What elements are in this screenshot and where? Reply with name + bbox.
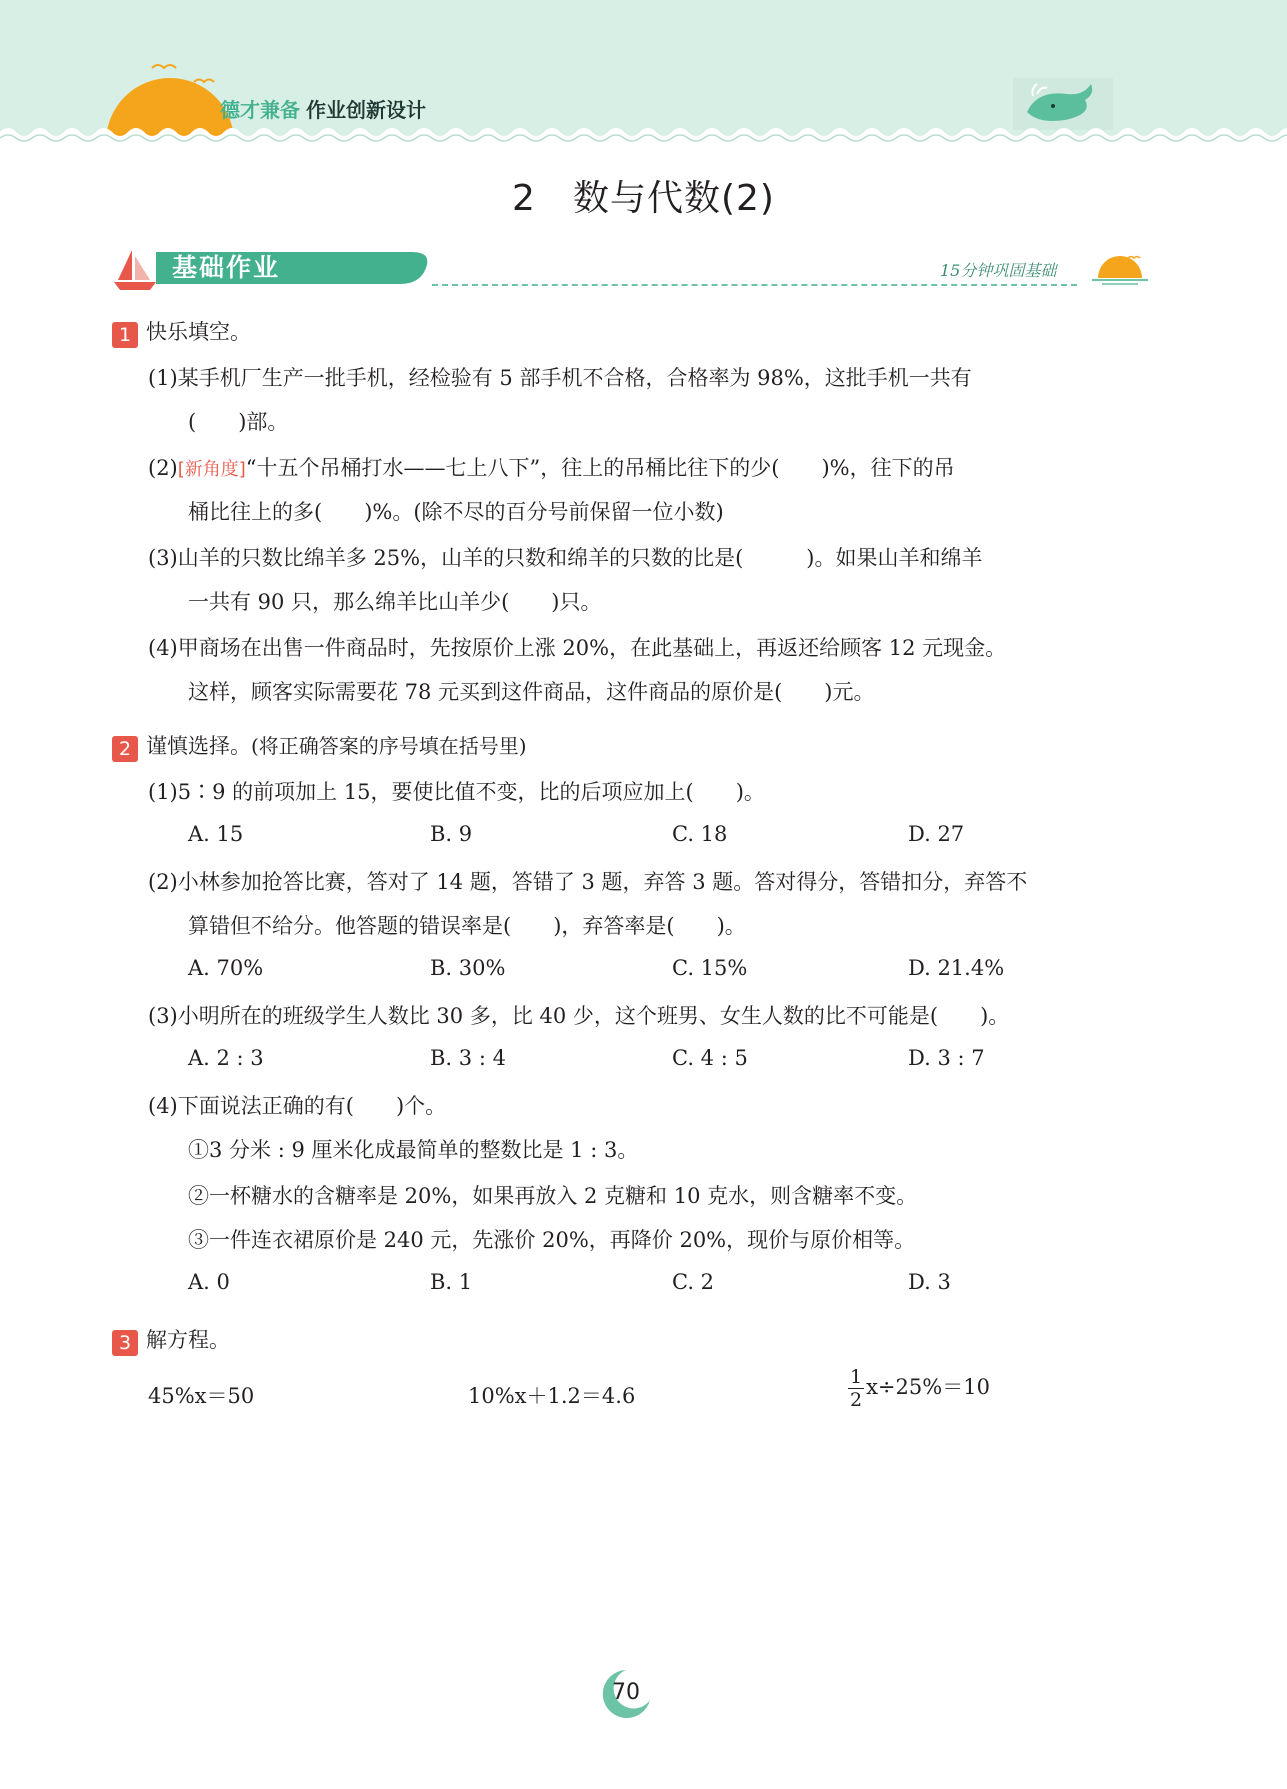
q2-sub-2-line-2: 算错但不给分。他答题的错误率是( )，弃答率是( )。 (188, 914, 746, 938)
q1-item-2-text: “十五个吊桶打水——七上八下”，往上的吊桶比往下的少( )%，往下的吊 (245, 456, 955, 480)
question-3-heading (112, 1324, 230, 1356)
section-label: 基础作业 (172, 253, 281, 282)
q1-item-4-line-2: 这样，顾客实际需要花 78 元买到这件商品，这件商品的原价是( )元。 (188, 680, 875, 704)
q2-sub-4-statement-3: ③一件连衣裙原价是 240 元，先涨价 20%，再降价 20%，现价与原价相等。 (188, 1228, 916, 1252)
q2-sub-2-option-a: A. 70% (188, 956, 264, 980)
q2-sub-1-option-d: D. 27 (908, 822, 965, 846)
q2-sub-4-option-c: C. 2 (672, 1270, 715, 1294)
birds-icon (150, 58, 220, 92)
q1-item-3-line-1: (3)山羊的只数比绵羊多 25%，山羊的只数和绵羊的只数的比是( )。如果山羊和绵羊 (148, 546, 983, 570)
question-1-heading (112, 316, 251, 348)
q2-sub-2-option-c: C. 15% (672, 956, 748, 980)
brand-subtitle: 作业创新设计 (306, 98, 426, 122)
question-2-heading (112, 730, 527, 762)
question-1-title: 快乐填空。 (146, 320, 251, 344)
section-subtitle: 15分钟巩固基础 (940, 261, 1057, 280)
q2-sub-4-option-a: A. 0 (188, 1270, 230, 1294)
q2-sub-3: (3)小明所在的班级学生人数比 30 多，比 40 少，这个班男、女生人数的比不可能是( )。 (148, 1004, 1010, 1028)
question-2-title: 谨慎选择。 (146, 734, 251, 758)
q2-sub-1-option-b: B. 9 (430, 822, 473, 846)
section-divider (432, 284, 1077, 286)
new-angle-tag: [新角度] (177, 459, 246, 480)
q2-sub-3-option-a: A. 2 : 3 (188, 1046, 264, 1070)
question-number-badge: 3 (112, 1330, 138, 1356)
q1-item-3-line-2: 一共有 90 只，那么绵羊比山羊少( )只。 (188, 590, 602, 614)
q2-sub-3-option-b: B. 3 : 4 (430, 1046, 506, 1070)
sunset-icon (1092, 252, 1148, 288)
equation-3 (848, 1366, 990, 1411)
q1-item-4-line-1: (4)甲商场在出售一件商品时，先按原价上涨 20%，在此基础上，再返还给顾客 12 元现金。 (148, 636, 1007, 660)
question-number-badge: 1 (112, 322, 138, 348)
page-number-badge (596, 1664, 656, 1724)
fraction-numerator: 1 (850, 1366, 863, 1388)
q2-sub-4-statement-2: ②一杯糖水的含糖率是 20%，如果再放入 2 克糖和 10 克水，则含糖率不变。 (188, 1184, 918, 1208)
q2-sub-1: (1)5∶9 的前项加上 15，要使比值不变，比的后项应加上( )。 (148, 780, 765, 804)
page-title: 2 数与代数(2) (512, 178, 775, 219)
sailboat-icon (112, 246, 158, 292)
page-number: 70 (612, 1680, 640, 1705)
question-number-badge: 2 (112, 736, 138, 762)
q2-sub-3-option-d: D. 3 : 7 (908, 1046, 985, 1070)
q2-sub-4: (4)下面说法正确的有( )个。 (148, 1094, 447, 1118)
question-3-title: 解方程。 (146, 1328, 230, 1352)
q2-sub-1-option-a: A. 15 (188, 822, 244, 846)
q1-item-2-prefix: (2) (148, 456, 178, 480)
section-banner (112, 246, 1148, 292)
equation-3-rest: x÷25%＝10 (866, 1375, 990, 1399)
q1-item-2-line-2: 桶比往上的多( )%。(除不尽的百分号前保留一位小数) (188, 500, 724, 524)
brand-name: 德才兼备 (220, 98, 300, 122)
q2-sub-1-option-c: C. 18 (672, 822, 728, 846)
q2-sub-4-option-b: B. 1 (430, 1270, 473, 1294)
q2-sub-2-option-b: B. 30% (430, 956, 506, 980)
q1-item-1-line-1: (1)某手机厂生产一批手机，经检验有 5 部手机不合格，合格率为 98%，这批手机一共有 (148, 366, 972, 390)
q2-sub-4-statement-1: ①3 分米 : 9 厘米化成最简单的整数比是 1 : 3。 (188, 1138, 639, 1162)
header-waves (0, 112, 1287, 150)
equation-1: 45%x＝50 (148, 1384, 255, 1408)
q2-sub-2-option-d: D. 21.4% (908, 956, 1005, 980)
page-header (0, 0, 1287, 150)
question-2-hint: (将正确答案的序号填在括号里) (251, 734, 527, 758)
equation-2: 10%x＋1.2＝4.6 (468, 1384, 636, 1408)
q2-sub-2-line-1: (2)小林参加抢答比赛，答对了 14 题，答错了 3 题，弃答 3 题。答对得分，答错扣分，弃答不 (148, 870, 1028, 894)
q2-sub-3-option-c: C. 4 : 5 (672, 1046, 748, 1070)
q1-item-1-line-2: ( )部。 (188, 410, 289, 434)
q1-item-2-line-1 (148, 452, 955, 482)
fraction-one-half (848, 1366, 864, 1411)
q2-sub-4-option-d: D. 3 (908, 1270, 951, 1294)
fraction-denominator: 2 (850, 1389, 863, 1411)
